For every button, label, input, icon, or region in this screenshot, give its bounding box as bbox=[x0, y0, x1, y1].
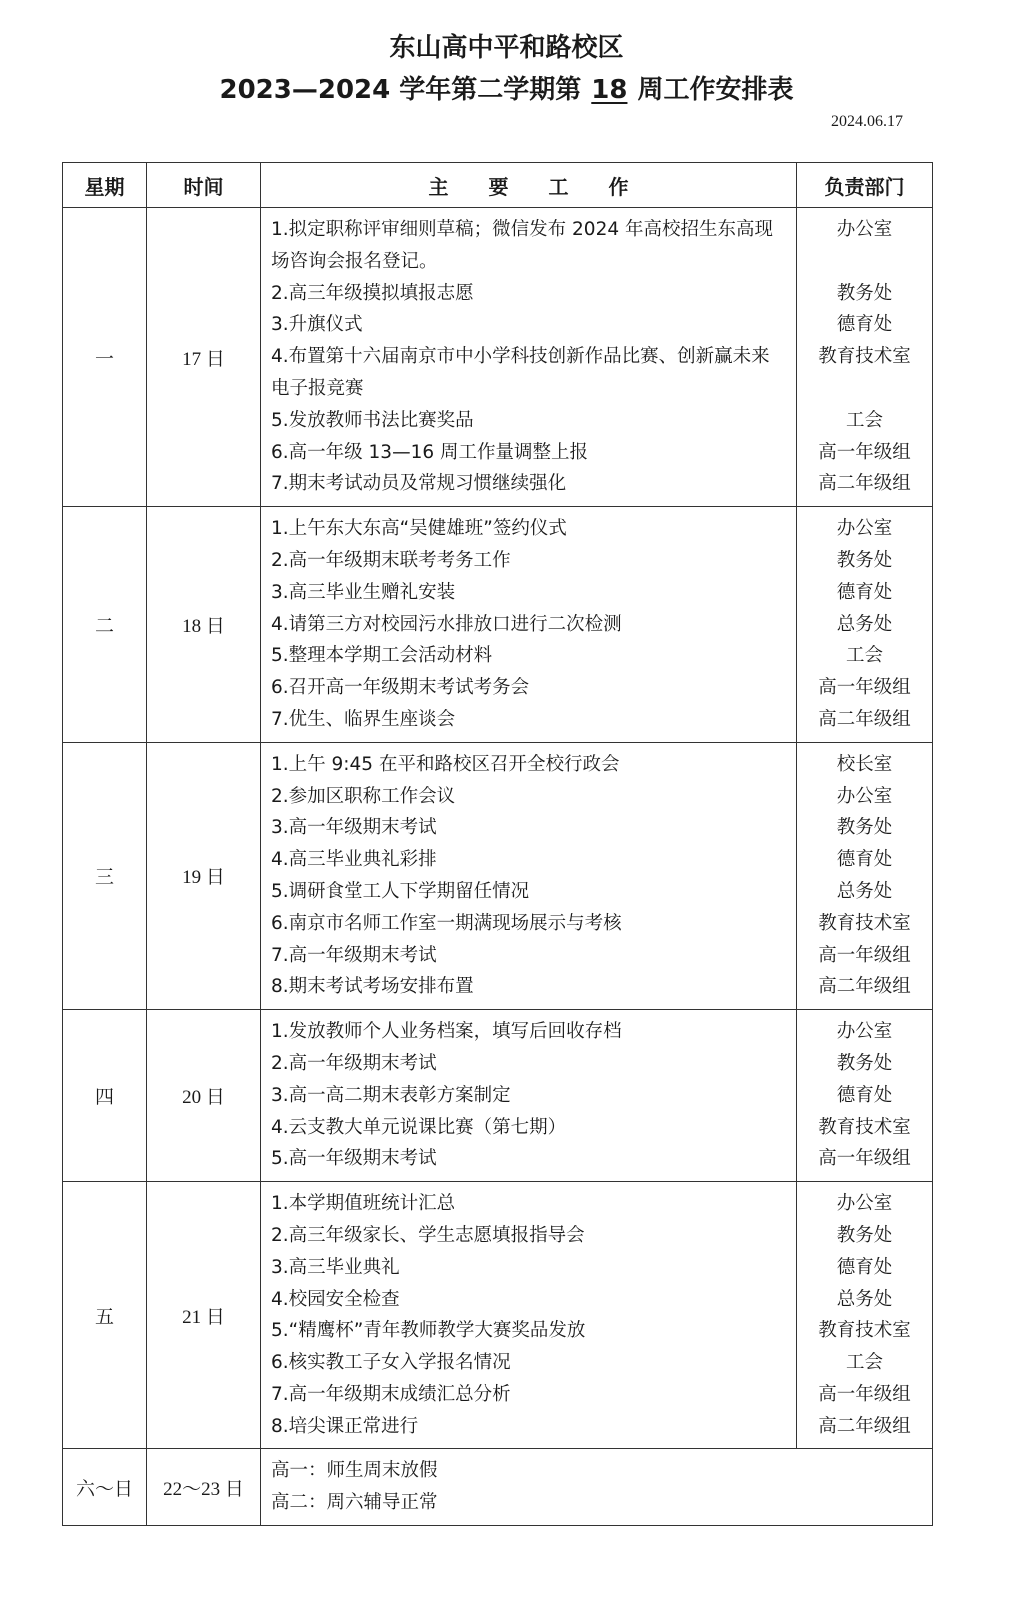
dept-label: 德育处 bbox=[836, 314, 893, 336]
date-cell: 17 日 bbox=[147, 208, 261, 507]
dept-label: 总务处 bbox=[836, 880, 893, 902]
work-item: 6.核实教工子女入学报名情况 bbox=[271, 1352, 511, 1374]
weekday-cell: 二 bbox=[63, 507, 147, 743]
work-item: 5.整理本学期工会活动材料 bbox=[271, 645, 493, 667]
work-item: 6.南京市名师工作室一期满现场展示与考核 bbox=[271, 912, 622, 934]
work-item: 5.“精鹰杯”青年教师教学大赛奖品发放 bbox=[271, 1320, 586, 1342]
weekday-cell: 六～日 bbox=[63, 1449, 147, 1526]
work-item: 1.拟定职称评审细则草稿；微信发布 2024 年高校招生东高现场咨询会报名登记。 bbox=[271, 219, 773, 272]
schedule-body bbox=[63, 208, 933, 1526]
dept-label: 高一年级组 bbox=[818, 1148, 911, 1170]
dept-label: 教育技术室 bbox=[818, 1116, 911, 1138]
work-item: 2.高一年级期末联考考务工作 bbox=[271, 549, 511, 571]
weekday-cell: 一 bbox=[63, 208, 147, 507]
work-item: 1.本学期值班统计汇总 bbox=[271, 1193, 456, 1215]
work-item: 1.上午东大东高“吴健雄班”签约仪式 bbox=[271, 518, 567, 540]
work-item: 6.召开高一年级期末考试考务会 bbox=[271, 677, 530, 699]
schedule-row bbox=[63, 1010, 933, 1182]
dept-label: 办公室 bbox=[836, 518, 893, 540]
date-cell: 20 日 bbox=[147, 1010, 261, 1182]
work-item: 4.校园安全检查 bbox=[271, 1288, 400, 1310]
work-items-cell bbox=[261, 507, 797, 743]
work-items-cell bbox=[261, 1182, 797, 1449]
dept-label: 教务处 bbox=[836, 282, 893, 304]
work-item: 3.高一年级期末考试 bbox=[271, 817, 437, 839]
work-items-cell bbox=[261, 208, 797, 507]
dept-label: 工会 bbox=[845, 409, 883, 431]
work-item: 7.高一年级期末考试 bbox=[271, 944, 437, 966]
dept-label: 高二年级组 bbox=[818, 473, 911, 495]
date-cell: 21 日 bbox=[147, 1182, 261, 1449]
schedule-row bbox=[63, 1182, 933, 1449]
dept-cell bbox=[797, 742, 933, 1009]
dept-label: 教务处 bbox=[836, 549, 893, 571]
subtitle-prefix: 2023—2024 学年第二学期第 bbox=[219, 75, 582, 105]
work-item: 高二：周六辅导正常 bbox=[271, 1492, 438, 1514]
subtitle-suffix: 周工作安排表 bbox=[637, 75, 794, 105]
document-subtitle bbox=[0, 72, 1013, 108]
dept-label: 德育处 bbox=[836, 849, 893, 871]
work-item: 7.优生、临界生座谈会 bbox=[271, 708, 456, 730]
work-item: 3.高一高二期末表彰方案制定 bbox=[271, 1084, 511, 1106]
work-item: 2.高三年级摸拟填报志愿 bbox=[271, 282, 474, 304]
dept-label: 德育处 bbox=[836, 581, 893, 603]
document-date: 2024.06.17 bbox=[831, 113, 903, 130]
date-cell: 19 日 bbox=[147, 742, 261, 1009]
dept-label: 办公室 bbox=[836, 219, 893, 240]
work-item: 2.参加区职称工作会议 bbox=[271, 785, 456, 807]
header-dept: 负责部门 bbox=[797, 163, 933, 208]
weekday-cell: 三 bbox=[63, 742, 147, 1009]
work-item: 8.期末考试考场安排布置 bbox=[271, 976, 474, 998]
dept-label: 办公室 bbox=[836, 1021, 893, 1043]
dept-label: 总务处 bbox=[836, 613, 893, 635]
work-item: 8.培尖课正常进行 bbox=[271, 1415, 419, 1437]
header-work: 主要工作 bbox=[261, 163, 797, 208]
work-item: 高一：师生周末放假 bbox=[271, 1460, 438, 1482]
dept-label: 办公室 bbox=[836, 1193, 893, 1215]
work-item: 5.发放教师书法比赛奖品 bbox=[271, 409, 474, 431]
date-cell: 22～23 日 bbox=[147, 1449, 261, 1526]
date-cell: 18 日 bbox=[147, 507, 261, 743]
dept-cell bbox=[797, 507, 933, 743]
dept-label: 德育处 bbox=[836, 1256, 893, 1278]
work-items-cell bbox=[261, 1010, 797, 1182]
dept-label: 工会 bbox=[845, 1352, 883, 1374]
schedule-row bbox=[63, 507, 933, 743]
dept-label: 教育技术室 bbox=[818, 1320, 911, 1342]
work-item: 3.高三毕业生赠礼安装 bbox=[271, 581, 456, 603]
work-items-cell bbox=[261, 1449, 933, 1526]
dept-label: 高二年级组 bbox=[818, 976, 911, 998]
work-item: 7.期末考试动员及常规习惯继续强化 bbox=[271, 473, 567, 495]
dept-label: 高一年级组 bbox=[818, 441, 911, 463]
dept-label bbox=[797, 373, 932, 405]
work-item: 7.高一年级期末成绩汇总分析 bbox=[271, 1383, 511, 1405]
dept-label: 高一年级组 bbox=[818, 944, 911, 966]
dept-label: 教育技术室 bbox=[818, 912, 911, 934]
work-item: 1.发放教师个人业务档案，填写后回收存档 bbox=[271, 1021, 622, 1043]
dept-label: 教务处 bbox=[836, 1052, 893, 1074]
work-item: 3.升旗仪式 bbox=[271, 314, 363, 336]
work-item: 5.调研食堂工人下学期留任情况 bbox=[271, 880, 530, 902]
schedule-row bbox=[63, 1449, 933, 1526]
dept-label: 高一年级组 bbox=[818, 677, 911, 699]
work-item: 2.高一年级期末考试 bbox=[271, 1052, 437, 1074]
dept-cell bbox=[797, 1182, 933, 1449]
work-item: 5.高一年级期末考试 bbox=[271, 1148, 437, 1170]
work-item: 4.布置第十六届南京市中小学科技创新作品比赛、创新赢未来电子报竞赛 bbox=[271, 346, 770, 399]
dept-label: 高一年级组 bbox=[818, 1383, 911, 1405]
work-item: 3.高三毕业典礼 bbox=[271, 1256, 400, 1278]
dept-label: 工会 bbox=[845, 645, 883, 667]
work-item: 2.高三年级家长、学生志愿填报指导会 bbox=[271, 1224, 585, 1246]
dept-label: 办公室 bbox=[836, 785, 893, 807]
dept-label: 教务处 bbox=[836, 817, 893, 839]
dept-label: 德育处 bbox=[836, 1084, 893, 1106]
document-title: 东山高中平和路校区 bbox=[389, 33, 624, 63]
header-time: 时间 bbox=[147, 163, 261, 208]
work-item: 6.高一年级 13—16 周工作量调整上报 bbox=[271, 441, 588, 463]
dept-cell bbox=[797, 1010, 933, 1182]
dept-cell bbox=[797, 208, 933, 507]
weekday-cell: 四 bbox=[63, 1010, 147, 1182]
schedule-row bbox=[63, 208, 933, 507]
work-items-cell bbox=[261, 742, 797, 1009]
header-row bbox=[63, 163, 933, 208]
dept-label: 高二年级组 bbox=[818, 1415, 911, 1437]
week-number: 18 bbox=[591, 75, 628, 105]
work-item: 4.云支教大单元说课比赛（第七期） bbox=[271, 1116, 567, 1138]
work-item: 4.请第三方对校园污水排放口进行二次检测 bbox=[271, 613, 622, 635]
dept-label: 高二年级组 bbox=[818, 708, 911, 730]
dept-label: 教育技术室 bbox=[818, 346, 911, 368]
header-weekday: 星期 bbox=[63, 163, 147, 208]
dept-label bbox=[797, 246, 932, 278]
schedule-table bbox=[62, 162, 933, 1526]
schedule-row bbox=[63, 742, 933, 1009]
dept-label: 教务处 bbox=[836, 1224, 893, 1246]
work-item: 4.高三毕业典礼彩排 bbox=[271, 849, 437, 871]
dept-label: 总务处 bbox=[836, 1288, 893, 1310]
weekday-cell: 五 bbox=[63, 1182, 147, 1449]
dept-label: 校长室 bbox=[836, 753, 893, 775]
work-item: 1.上午 9:45 在平和路校区召开全校行政会 bbox=[271, 753, 620, 775]
